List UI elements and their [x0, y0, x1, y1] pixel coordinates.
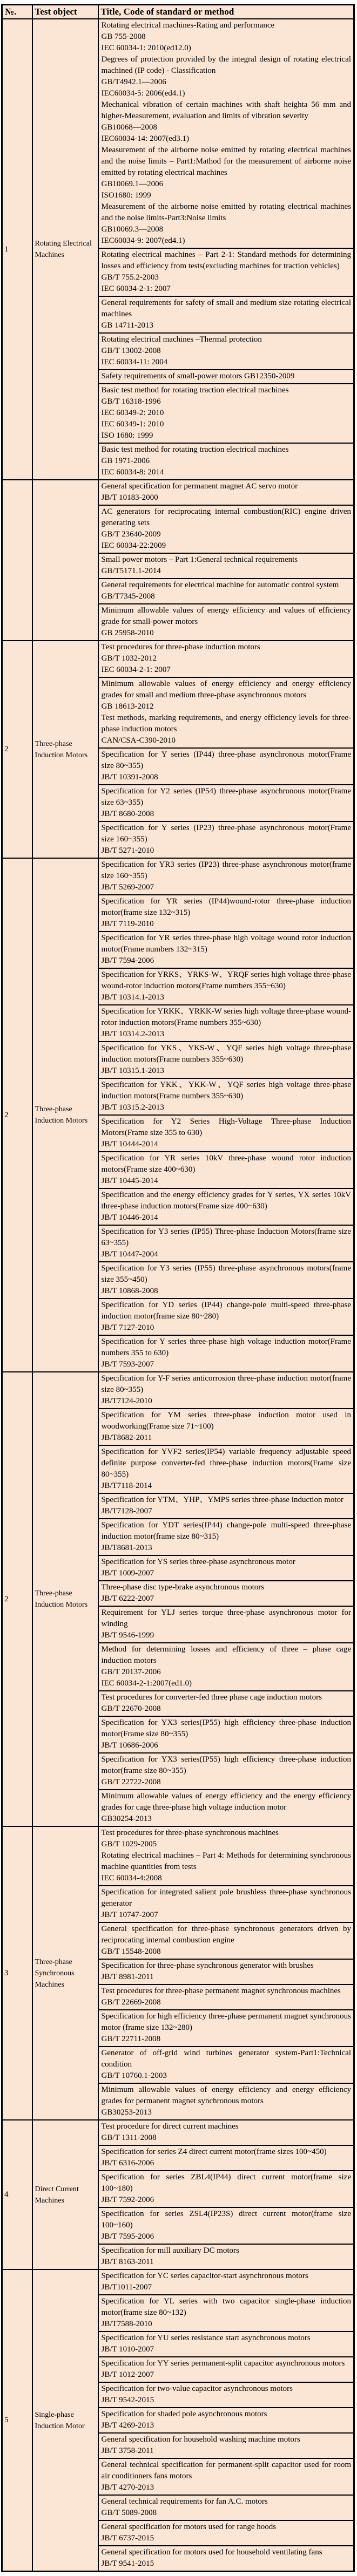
standard-line: AC generators for reciprocating internal combustion(RIC) engine driven generating sets: [101, 507, 351, 527]
standard-line: Specification for series ZSL4(IP23S) direct current motor(frame size 100~160): [101, 2210, 351, 2230]
standard-line: Specification for Y3 series (IP55) three-phase asynchronous motors(frame size 355~450): [101, 1264, 351, 1284]
standard-entry: [99, 1923, 354, 1960]
row-number-cell: 2: [2, 641, 32, 858]
standard-line: IEC60034-5: 2006(ed4.1): [101, 89, 185, 98]
standard-entry: [99, 2459, 354, 2496]
standard-line: JB/T 10747-2007: [101, 1911, 158, 1919]
standard-line: JB/T 1010-2007: [101, 2345, 154, 2354]
standard-entry: [99, 2047, 354, 2084]
standard-entry: [99, 554, 354, 579]
standard-line: ISO1680: 1999: [101, 191, 151, 200]
test-object-cell: Three-phase Induction Motors: [32, 1372, 98, 1826]
standard-entry: [99, 2521, 354, 2546]
standard-entry: [99, 2546, 354, 2571]
row-number-cell: 2: [2, 1372, 32, 1826]
standard-entry: [99, 678, 354, 749]
row-number-cell: 5: [2, 2269, 32, 2572]
standard-line: GB 1971-2006: [101, 457, 150, 465]
standard-line: IEC 60034-2-1:2007(ed1.0): [101, 1679, 192, 1688]
standard-line: GB/T 13002-2008: [101, 346, 161, 355]
standard-line: JB/T 8981-2011: [101, 1973, 154, 1981]
standard-line: JB/T 7119-2010: [101, 920, 154, 928]
standards-cell-group: [98, 480, 354, 641]
standards-cell-group: [98, 19, 354, 480]
standard-line: Measurement of the airborne noise emitted by rotating electrical machines and the noise limits-Part3:Noise limits: [101, 202, 351, 222]
standard-line: JB/T 5271-2010: [101, 846, 154, 855]
standard-line: GB/T4942.1—2006: [101, 78, 166, 86]
standard-line: Specification for Y series three-phase high voltage induction motor(Frame numbers 355 to 630): [101, 1337, 351, 1357]
standard-line: Specification for YD series (IP44) change-pole multi-speed three-phase induction motor(frame size 80~280): [101, 1301, 351, 1321]
standard-entry: [99, 249, 354, 297]
standard-line: IEC 60034-11: 2004: [101, 358, 168, 366]
standard-line: JB/T 1009-2007: [101, 1569, 154, 1578]
standard-line: GB10069.3—2008: [101, 225, 164, 234]
standard-line: Specification for Y-F series anticorrosion three-phase induction motor(frame size 80~355): [101, 1374, 351, 1394]
test-object-cell: [32, 480, 98, 641]
column-header-number: №.: [2, 5, 32, 19]
standard-line: Minimum allowable values of energy efficiency and energy efficiency grades for permanent magnet synchronous motors: [101, 2085, 351, 2105]
standard-entry: [99, 1519, 354, 1556]
standard-line: Specification for series ZBL4(IP44) direct current motor(frame size 100~180): [101, 2173, 351, 2193]
standard-line: IEC 60034-2-1: 2007: [101, 665, 171, 674]
standard-line: GB10069.1—2006: [101, 180, 164, 188]
standard-entry: [99, 859, 354, 895]
standard-entry: [99, 1446, 354, 1494]
standard-entry: [99, 297, 354, 334]
standard-line: JB/T 6316-2006: [101, 2159, 154, 2167]
standard-line: Mechanical vibration of certain machines with shaft heighta 56 mm and higher-Measurement, evaluation and limits of vibration severity: [101, 100, 351, 120]
standard-line: Specification for three-phase synchronous generator with brushes: [101, 1961, 314, 1970]
standard-line: GB30254-2013: [101, 1814, 152, 1823]
standard-line: JB/T 9541-2015: [101, 2559, 154, 2568]
standard-line: Specification for YX3 series(IP55) high efficiency three-phase induction motor(Frame size 80~355): [101, 1718, 351, 1738]
standard-entry: [99, 822, 354, 858]
standard-line: Specification for YR3 series (IP23) three-phase asynchronous motor(frame size 160~355): [101, 860, 351, 880]
standard-line: Specification for YC series capacitor-start asynchronous motors: [101, 2272, 308, 2280]
standard-line: Specification for YRKK、YRKK-W series high voltage three-phase wound-rotor induction motors(Frame numbers 355~630): [101, 1007, 351, 1027]
standard-line: Specification for Y series (IP44) three-phase asynchronous motor(Frame size 80~355): [101, 750, 351, 770]
standard-line: JB/T 4269-2013: [101, 2421, 154, 2430]
standard-line: Test methods, marking requirements, and energy efficiency levels for three-phase induction motors: [101, 713, 351, 733]
standard-line: General technical requirements for fan A.C. motors: [101, 2497, 268, 2506]
standard-line: GB/T 1029-2005: [101, 1840, 157, 1848]
table-body: [2, 19, 354, 2572]
standard-line: Generator of off-grid wind turbines generator system-Part1:Technical condition: [101, 2049, 351, 2069]
standard-line: GB/T 5089-2008: [101, 2509, 157, 2517]
table-row: [2, 1826, 354, 2120]
standard-line: GB/T 22711-2008: [101, 2035, 161, 2043]
standards-table: [1, 4, 355, 2572]
standard-line: JB/T 7592-2006: [101, 2196, 154, 2204]
standard-entry: [99, 2245, 354, 2269]
standard-line: JB/T7588-2010: [101, 2320, 152, 2328]
standard-line: IEC 60349-2: 2010: [101, 409, 164, 417]
standard-entry: [99, 641, 354, 678]
standard-line: ISO 1680: 1999: [101, 431, 153, 440]
standard-line: JB/T7128-2007: [101, 1507, 152, 1515]
standard-entry: [99, 1042, 354, 1079]
standard-line: Basic test method for rotating traction electrical machines: [101, 445, 289, 454]
test-object-cell: Rotating Electrical Machines: [32, 19, 98, 480]
standard-line: GB/T 755.2-2003: [101, 273, 159, 282]
standard-line: Specification for YR series three-phase high voltage wound rotor induction motor(Frame numbers 132~315): [101, 934, 351, 954]
standard-line: GB 25958-2010: [101, 629, 154, 637]
standard-entry: [99, 480, 354, 506]
standard-entry: [99, 1189, 354, 1226]
standard-entry: [99, 2010, 354, 2047]
standard-line: General requirements for electrical machine for automatic control system: [101, 581, 339, 589]
standard-line: JB/T7124-2010: [101, 1397, 152, 1405]
standard-entry: [99, 2208, 354, 2245]
standard-line: General specification for permanent magnet AC servo motor: [101, 482, 298, 491]
table-row: [2, 2269, 354, 2572]
standard-entry: [99, 506, 354, 554]
table-row: [2, 480, 354, 641]
row-number-cell: 1: [2, 19, 32, 480]
standard-entry: [99, 1886, 354, 1923]
standard-line: JB/T 10315.1-2013: [101, 1066, 164, 1075]
standard-line: Specification for Y2 Series High-Voltage Three-phase Induction Motors(Frame size 355 to 630): [101, 1117, 351, 1137]
standard-entry: [99, 1691, 354, 1717]
standard-line: Specification for YTM、YHP、YMPS series three-phase induction motor: [101, 1496, 344, 1504]
standard-line: GB 14711-2013: [101, 321, 154, 330]
standard-entry: [99, 1299, 354, 1336]
standard-line: GB10068—2008: [101, 123, 157, 132]
standard-entry: [99, 2383, 354, 2408]
standard-line: Specification for series Z4 direct current motor(frame sizes 100~450): [101, 2147, 327, 2156]
standard-entry: [99, 384, 354, 444]
standard-entry: [99, 2171, 354, 2208]
standard-entry: [99, 1372, 354, 1409]
standard-entry: [99, 895, 354, 932]
standard-entry: [99, 1753, 354, 1790]
standard-line: GB/T 23640-2009: [101, 530, 161, 539]
standard-entry: [99, 2434, 354, 2459]
standard-entry: [99, 1262, 354, 1299]
standard-line: Specification for YRKS、YRKS-W、YRQF series high voltage three-phase wound-rotor induction motors(Frame numbers 355~630): [101, 970, 351, 990]
standard-line: Rotating electrical machines-Rating and performance: [101, 21, 275, 30]
standard-line: IEC60034-9: 2007(ed4.1): [101, 236, 185, 245]
standard-entry: [99, 932, 354, 969]
standard-entry: [99, 19, 354, 249]
standard-entry: [99, 2120, 354, 2146]
standard-line: IEC 60349-1: 2010: [101, 420, 164, 429]
standard-line: Specification for high efficiency three-phase permanent magnet synchronous motor (frame size 132~280): [101, 2012, 351, 2032]
standard-line: Method for determining losses and efficiency of three – phase cage induction motors: [101, 1645, 351, 1665]
standard-line: Test procedures for three-phase permanent magnet synchronous machines: [101, 1987, 341, 1995]
standard-line: JB/T 10183-2000: [101, 493, 158, 502]
standard-line: Degrees of protection provided by the integral design of rotating electrical machined (IP code) - Classification: [101, 55, 351, 75]
standard-entry: [99, 1556, 354, 1581]
standard-line: Specification for YL series with two capacitor single-phase induction motor(frame size 80~132): [101, 2297, 351, 2317]
standard-line: JB/T 9546-1999: [101, 1631, 154, 1640]
standard-line: Specification for YX3 series(IP55) high efficiency three-phase induction motor(frame size 80~355): [101, 1755, 351, 1775]
standard-line: JB/T 7594-2006: [101, 956, 154, 965]
table-row: [2, 2120, 354, 2269]
standard-line: GB/T 1032-2012: [101, 654, 157, 663]
test-object-cell: Three-phase Synchronous Machines: [32, 1826, 98, 2120]
standard-line: JB/T 7127-2010: [101, 1323, 154, 1332]
standard-line: JB/T 6222-2007: [101, 1594, 154, 1603]
standard-line: Minimum allowable values of energy efficiency and the energy efficiency grades for cage three-phase high voltage induction motor: [101, 1792, 351, 1812]
standard-entry: [99, 1717, 354, 1753]
standard-line: Specification for YM series three-phase induction motor used in woodworking(Frame size 71~100): [101, 1411, 351, 1431]
standard-entry: [99, 749, 354, 785]
standard-entry: [99, 2408, 354, 2434]
test-object-cell: Three-phase Induction Motors: [32, 641, 98, 858]
standard-entry: [99, 1409, 354, 1446]
standard-line: General technical specification for permanent-split capacitor used for room air conditioners fans motors: [101, 2461, 351, 2480]
standard-line: JB/T 10445-2014: [101, 1177, 158, 1185]
table-row: [2, 1372, 354, 1826]
standard-line: JB/T 8680-2008: [101, 810, 154, 818]
standard-line: Minimum allowable values of energy efficiency and energy efficiency grades for small and medium three-phase asynchronous motors: [101, 679, 351, 699]
standard-entry: [99, 1790, 354, 1826]
standard-entry: [99, 2295, 354, 2332]
standard-entry: [99, 2084, 354, 2119]
standard-line: General specification for motors used for range hoods: [101, 2523, 277, 2531]
standard-line: JB/T 9542-2015: [101, 2396, 154, 2404]
standard-line: GB/T 10760.1-2003: [101, 2071, 167, 2080]
standard-line: IEC 60034-4:2008: [101, 1874, 162, 1882]
standard-entry: [99, 1152, 354, 1189]
standard-entry: [99, 1226, 354, 1262]
standard-line: Specification for YKK、YKK-W、YQF series high voltage three-phase induction motors(Frame numbers 355~630): [101, 1080, 351, 1100]
table-row: [2, 19, 354, 480]
standard-line: GB30253-2013: [101, 2108, 152, 2117]
standard-line: Specification for two-value capacitor asynchronous motors: [101, 2384, 293, 2393]
standard-line: Specification for YY series permanent-split capacitor asynchronous motors: [101, 2359, 345, 2368]
standard-entry: [99, 1827, 354, 1886]
standard-line: Test procedures for three-phase induction motors: [101, 643, 260, 651]
standard-line: JB/T 1012-2007: [101, 2370, 154, 2379]
standard-entry: [99, 969, 354, 1005]
standard-line: General specification for motors used for household ventilating fans: [101, 2548, 322, 2557]
standard-line: Rotating electrical machines –Thermal protection: [101, 335, 262, 344]
standards-cell-group: [98, 1826, 354, 2120]
column-header-title-code: Title, Code of standard or method: [98, 5, 354, 19]
standard-line: Three-phase disc type-brake asynchronous motors: [101, 1583, 265, 1592]
table-row: [2, 858, 354, 1372]
test-object-cell: Three-phase Induction Motors: [32, 858, 98, 1372]
standard-entry: [99, 2332, 354, 2357]
standard-entry: [99, 1960, 354, 1985]
standard-entry: [99, 1336, 354, 1371]
standard-line: GB/T 20137-2006: [101, 1668, 161, 1676]
standard-line: JB/T 10447-2004: [101, 1250, 158, 1259]
standard-line: GB/T 15548-2008: [101, 1947, 161, 1956]
row-number-cell: [2, 480, 32, 641]
standard-line: GB/T 22722-2008: [101, 1778, 161, 1786]
standard-line: JB/T 10315.2-2013: [101, 1103, 164, 1112]
standard-line: General specification for household washing machine motors: [101, 2435, 300, 2444]
standard-entry: [99, 579, 354, 604]
standard-line: GB 755-2008: [101, 32, 146, 41]
standard-entry: [99, 334, 354, 370]
standard-entry: [99, 1079, 354, 1116]
standard-line: Test procedures for three-phase synchronous machines: [101, 1829, 279, 1837]
standard-line: Specification for shaded pole asynchronous motors: [101, 2410, 267, 2418]
standard-line: Specification and the energy efficiency grades for Y series, YX series 10kV three-phase induction motors(Frame size 400~630): [101, 1191, 351, 1211]
standard-line: JB/T 5269-2007: [101, 883, 154, 892]
standard-line: GB/T5171.1-2014: [101, 567, 161, 575]
standard-line: Specification for YR series 10kV three-phase wound rotor induction motors(Frame size 400~630): [101, 1154, 351, 1174]
standard-line: JB/T8682-2011: [101, 1433, 152, 1442]
standard-line: Specification for YU series resistance start asynchronous motors: [101, 2334, 311, 2342]
standard-entry: [99, 1494, 354, 1519]
standard-entry: [99, 2496, 354, 2521]
standard-line: GB 18613-2012: [101, 702, 154, 711]
standard-line: JB/T7118-2014: [101, 1481, 152, 1490]
column-header-test-object: Test object: [32, 5, 98, 19]
standard-entry: [99, 1643, 354, 1691]
standard-entry: [99, 2357, 354, 2383]
standard-line: Specification for Y2 series (IP54) three-phase asynchronous motor(Frame size 63~355): [101, 787, 351, 807]
standards-cell-group: [98, 641, 354, 858]
standard-line: IEC 60034-1: 2010(ed12.0): [101, 44, 191, 52]
standard-line: JB/T 10446-2014: [101, 1213, 158, 1222]
standard-line: General requirements for safety of small and medium size rotating electrical machines: [101, 298, 351, 318]
test-object-cell: Single-phase Induction Motor: [32, 2269, 98, 2572]
standard-line: GB/T 22670-2008: [101, 1704, 161, 1713]
standard-line: JB/T 6737-2015: [101, 2534, 154, 2543]
standard-line: JB/T 4270-2013: [101, 2483, 154, 2492]
standard-line: General specification for three-phase synchronous generators driven by reciprocating internal combustion engine: [101, 1925, 351, 1945]
standard-line: JB/T 10391-2008: [101, 773, 158, 781]
standard-line: JB/T 7593-2007: [101, 1360, 154, 1369]
standard-line: Rotating electrical machines – Part 4: Methods for determining synchronous machine quantities from tests: [101, 1851, 351, 1871]
standard-line: JB/T 10314.2-2013: [101, 1030, 164, 1038]
standard-line: JB/T 10868-2008: [101, 1287, 158, 1295]
standard-entry: [99, 1005, 354, 1042]
table-row: [2, 641, 354, 858]
standard-line: JB/T 3758-2011: [101, 2446, 154, 2455]
standard-line: IEC60034-14: 2007(ed3.1): [101, 134, 189, 143]
standard-line: JB/T1011-2007: [101, 2283, 152, 2292]
standard-line: JB/T 10686-2006: [101, 1741, 158, 1750]
standard-entry: [99, 2146, 354, 2171]
standard-line: Safety requirements of small-power motors GB12350-2009: [101, 372, 295, 380]
standard-line: JB/T 10444-2014: [101, 1140, 158, 1148]
standard-line: Rotating electrical machines – Part 2-1: Standard methods for determining losses and efficiency from tests(excluding machines for traction vehicles): [101, 250, 351, 270]
standard-line: JB/T 7595-2006: [101, 2232, 154, 2241]
standards-cell-group: [98, 2269, 354, 2572]
standard-line: Specification for YKS、YKS-W、YQF series high voltage three-phase induction motors(Frame numbers 355~630): [101, 1044, 351, 1064]
standard-entry: [99, 2270, 354, 2295]
standard-line: GB/T 16318-1996: [101, 397, 161, 406]
standard-line: Requirement for YLJ series torque three-phase asynchronous motor for winding: [101, 1608, 351, 1628]
standard-line: Specification for Y series (IP23) three-phase asynchronous motor(Frame size 160~355): [101, 824, 351, 844]
standard-line: Specification for YS series three-phase asynchronous motor: [101, 1558, 295, 1566]
standard-entry: [99, 1607, 354, 1643]
standard-line: Specification for YVF2 series(IP54) variable frequency adjustable speed definite purpose converter-fed three-phase induction motors(Frame size 80~355): [101, 1447, 351, 1479]
standard-line: IEC 60034-2-1: 2007: [101, 284, 171, 293]
standard-line: Specification for YR series (IP44)wound-rotor three-phase induction motor(frame size 132~315): [101, 897, 351, 917]
standard-line: Small power motors – Part 1:General technical requirements: [101, 555, 298, 564]
standard-line: Test procedure for direct current machines: [101, 2122, 239, 2131]
standard-line: GB/T 22669-2008: [101, 1998, 161, 2007]
standard-entry: [99, 785, 354, 822]
standard-line: JB/T 8163-2011: [101, 2258, 154, 2266]
standard-line: CAN/CSA-C390-2010: [101, 736, 176, 745]
standard-entry: [99, 1985, 354, 2010]
row-number-cell: 2: [2, 858, 32, 1372]
standard-line: GB/T7345-2008: [101, 592, 155, 601]
standard-line: GB/T 1311-2008: [101, 2133, 157, 2142]
standard-line: Test procedures for converter-fed three phase cage induction motors: [101, 1693, 322, 1702]
standard-line: Specification for YDT series(IP44) change-pole multi-speed three-phase induction motor(frame size 80~315): [101, 1521, 351, 1541]
standards-cell-group: [98, 2120, 354, 2269]
standard-line: IEC 60034-8: 2014: [101, 468, 164, 477]
standard-line: Specification for mill auxiliary DC motors: [101, 2246, 239, 2255]
standard-line: Basic test method for rotating traction electrical machines: [101, 386, 289, 395]
standards-cell-group: [98, 858, 354, 1372]
standard-line: IEC 60034-22:2009: [101, 541, 166, 550]
standard-line: JB/T 10314.1-2013: [101, 993, 164, 1002]
standard-entry: [99, 444, 354, 479]
standard-line: JB/T8681-2013: [101, 1544, 152, 1552]
standard-line: Specification for Y3 series (IP55) Three-phase Induction Motors(frame size 63~355): [101, 1227, 351, 1247]
header-row: [2, 5, 354, 19]
standard-entry: [99, 370, 354, 384]
standard-line: Measurement of the airborne noise emitted by rotating electrical machines and the noise limits – Part1:Mathod for the measurement of airborne noise emitted by rotating electrical machines: [101, 146, 351, 177]
standards-cell-group: [98, 1372, 354, 1826]
row-number-cell: 3: [2, 1826, 32, 2120]
standard-line: Minimum allowable values of energy efficiency and values of efficiency grade for small-power motors: [101, 606, 351, 626]
test-object-cell: Direct Current Machines: [32, 2120, 98, 2269]
standard-entry: [99, 604, 354, 640]
standard-entry: [99, 1581, 354, 1607]
standard-entry: [99, 1116, 354, 1152]
row-number-cell: 4: [2, 2120, 32, 2269]
standard-line: Specification for integrated salient pole brushless three-phase synchronous generator: [101, 1888, 351, 1908]
